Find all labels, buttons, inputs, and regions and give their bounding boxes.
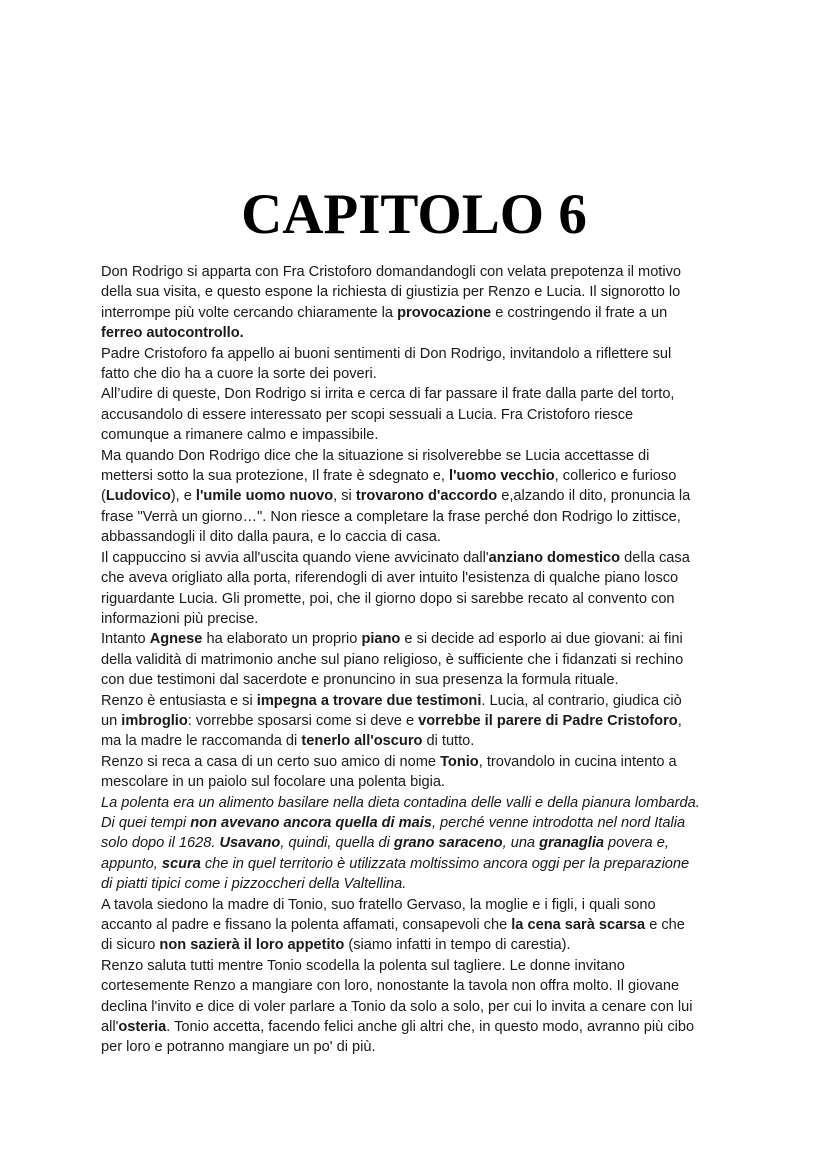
bold-text: trovarono d'accordo <box>355 488 498 505</box>
text-segment: ha elaborato un proprio <box>202 631 362 648</box>
text-segment: ), e <box>170 488 196 505</box>
italic-text: di piatti tipici come i pizzoccheri della Valtellina. <box>101 876 407 893</box>
text-segment: , trovandolo in cucina intento a <box>478 753 677 770</box>
italic-text: appunto, <box>101 855 162 872</box>
text-line <box>101 1037 741 1057</box>
text-segment: Intanto <box>101 631 150 648</box>
bold-text: impegna a trovare due testimoni <box>256 692 482 709</box>
bold-text: non sazierà il loro appetito <box>159 937 345 954</box>
bold-text: Ludovico <box>105 488 171 505</box>
text-line <box>101 915 741 935</box>
text-line <box>101 772 741 792</box>
text-segment: : vorrebbe sposarsi come si deve e <box>187 712 419 729</box>
text-segment: di tutto. <box>422 733 475 750</box>
text-line <box>101 935 741 955</box>
italic-text: , perché venne introdotta nel nord Italia <box>431 814 686 831</box>
text-line <box>101 629 741 649</box>
text-segment: di sicuro <box>101 937 160 954</box>
text-segment: ( <box>101 488 106 505</box>
bold-text: grano saraceno <box>393 835 503 852</box>
text-line <box>101 874 741 894</box>
text-line <box>101 323 741 343</box>
text-line <box>101 425 741 445</box>
bold-text: scura <box>161 855 201 872</box>
text-segment: accusandolo di essere interessato per scopi sessuali a Lucia. Fra Cristoforo riesce <box>101 406 634 423</box>
text-segment: per loro e potranno mangiare un po' di più. <box>101 1039 376 1056</box>
text-line <box>101 262 741 282</box>
italic-text: povera e, <box>604 835 669 852</box>
text-line <box>101 956 741 976</box>
text-segment: riguardante Lucia. Gli promette, poi, che il giorno dopo si sarebbe recato al convento con <box>101 590 675 607</box>
text-line <box>101 895 741 915</box>
text-line <box>101 507 741 527</box>
bold-text: Tonio <box>440 753 479 770</box>
text-segment: accanto al padre e fissano la polenta affamati, consapevoli che <box>101 917 512 933</box>
text-line <box>101 405 741 425</box>
text-line <box>101 833 741 853</box>
text-line <box>101 997 741 1017</box>
text-segment: e si decide ad esporlo ai due giovani: ai fini <box>400 631 683 648</box>
text-line <box>101 548 741 568</box>
text-line <box>101 691 741 711</box>
text-segment: Renzo si reca a casa di un certo suo amico di nome <box>101 753 441 770</box>
text-line <box>101 650 741 670</box>
chapter-body <box>101 262 741 1058</box>
bold-text: Usavano <box>219 835 281 852</box>
text-line <box>101 711 741 731</box>
text-line <box>101 813 741 833</box>
italic-text: , una <box>502 835 540 852</box>
italic-text: La polenta era un alimento basilare nella dieta contadina delle valli e della pianura lombarda. <box>101 794 700 811</box>
italic-text: Di quei tempi <box>101 814 191 831</box>
text-segment: , <box>677 712 682 729</box>
text-segment: mescolare in un paiolo sul focolare una polenta bigia. <box>101 774 445 791</box>
text-line <box>101 344 741 364</box>
text-line <box>101 303 741 323</box>
text-segment: ma la madre le raccomanda di <box>101 733 302 750</box>
bold-text: piano <box>361 631 401 648</box>
text-segment: comunque a rimanere calmo e impassibile. <box>101 427 379 444</box>
text-segment: e costringendo il frate a un <box>491 304 668 321</box>
text-segment: Padre Cristoforo fa appello ai buoni sentimenti di Don Rodrigo, invitandolo a riflettere sul <box>101 345 672 362</box>
text-line <box>101 1017 741 1037</box>
text-line <box>101 589 741 609</box>
text-line <box>101 384 741 404</box>
text-segment: , collerico e furioso <box>554 468 677 485</box>
text-line <box>101 466 741 486</box>
text-segment: . Tonio accetta, facendo felici anche gli altri che, in questo modo, avranno più cibo <box>166 1019 695 1036</box>
text-line <box>101 752 741 772</box>
text-segment: un <box>101 712 122 729</box>
text-segment: frase "Verrà un giorno…". Non riesce a completare la frase perché don Rodrigo lo zittisce, <box>101 508 681 525</box>
bold-text: Agnese <box>149 631 203 648</box>
bold-text: non avevano ancora quella di mais <box>190 814 432 831</box>
text-line <box>101 670 741 690</box>
text-segment: All’udire di queste, Don Rodrigo si irrita e cerca di far passare il frate dalla parte del torto, <box>101 386 675 403</box>
text-segment: della validità di matrimonio anche sul piano religioso, è sufficiente che i fidanzati si rechino <box>101 651 684 668</box>
bold-text: l'umile uomo nuovo <box>195 488 334 505</box>
italic-text: solo dopo il 1628. <box>101 835 220 852</box>
text-line <box>101 527 741 547</box>
text-line <box>101 446 741 466</box>
text-line <box>101 793 741 813</box>
bold-text: la cena sarà scarsa <box>511 917 646 933</box>
text-segment: fatto che dio ha a cuore la sorte dei poveri. <box>101 366 377 383</box>
text-segment: Renzo saluta tutti mentre Tonio scodella la polenta sul tagliere. Le donne invitano <box>101 957 625 974</box>
bold-text: granaglia <box>539 835 604 852</box>
text-segment: Il cappuccino si avvia all'uscita quando viene avvicinato dall' <box>101 549 489 566</box>
text-segment: interrompe più volte cercando chiaramente la <box>101 304 398 321</box>
text-segment: cortesemente Renzo a mangiare con loro, nonostante la tavola non offra molto. Il giovane <box>101 978 680 995</box>
text-segment: . Lucia, al contrario, giudica ciò <box>481 692 682 709</box>
text-segment: abbassandogli il dito dalla paura, e lo caccia di casa. <box>101 529 441 546</box>
bold-text: ferreo autocontrollo. <box>101 325 244 342</box>
text-line <box>101 854 741 874</box>
italic-text: che in quel territorio è utilizzata moltissimo ancora oggi per la preparazione <box>200 855 690 872</box>
bold-text: tenerlo all'oscuro <box>301 733 423 750</box>
text-line <box>101 486 741 506</box>
text-line <box>101 568 741 588</box>
text-segment: della casa <box>620 549 690 566</box>
text-line <box>101 976 741 996</box>
chapter-title: CAPITOLO 6 <box>241 183 587 246</box>
bold-text: imbroglio <box>121 712 188 729</box>
bold-text: vorrebbe il parere di Padre Cristoforo <box>418 712 678 729</box>
text-segment: che aveva origliato alla porta, riferendogli di aver intuito l'esistenza di qualche piano losco <box>101 570 679 587</box>
text-segment: declina l'invito e dice di voler parlare a Tonio da solo a solo, per cui lo invita a cenare con lui <box>101 998 693 1015</box>
text-segment: A tavola siedono la madre di Tonio, suo fratello Gervaso, la moglie e i figli, i quali sono <box>101 896 656 913</box>
text-segment: con due testimoni dal sacerdote e pronuncino in sua presenza la formula rituale. <box>101 672 619 689</box>
text-segment: informazioni più precise. <box>101 610 259 627</box>
text-line <box>101 731 741 751</box>
text-line <box>101 364 741 384</box>
bold-text: provocazione <box>397 304 492 321</box>
text-line <box>101 282 741 302</box>
text-segment: Ma quando Don Rodrigo dice che la situazione si risolverebbe se Lucia accettasse di <box>101 447 650 464</box>
bold-text: l'uomo vecchio <box>449 468 555 485</box>
text-segment: , si <box>333 488 356 505</box>
text-segment: mettersi sotto la sua protezione, Il frate è sdegnato e, <box>101 468 450 485</box>
bold-text: anziano domestico <box>488 549 621 566</box>
text-segment: Renzo è entusiasta e si <box>101 692 257 709</box>
text-segment: della sua visita, e questo espone la richiesta di giustizia per Renzo e Lucia. Il signorotto lo <box>101 284 681 301</box>
text-segment: all' <box>101 1019 119 1036</box>
bold-text: osteria <box>118 1019 167 1036</box>
text-segment: (siamo infatti in tempo di carestia). <box>344 937 571 954</box>
italic-text: , quindi, quella di <box>280 835 394 852</box>
text-line <box>101 609 741 629</box>
text-segment: e che <box>645 917 685 933</box>
text-segment: Don Rodrigo si apparta con Fra Cristoforo domandandogli con velata prepotenza il motivo <box>101 264 682 280</box>
text-segment: e,alzando il dito, pronuncia la <box>497 488 691 505</box>
